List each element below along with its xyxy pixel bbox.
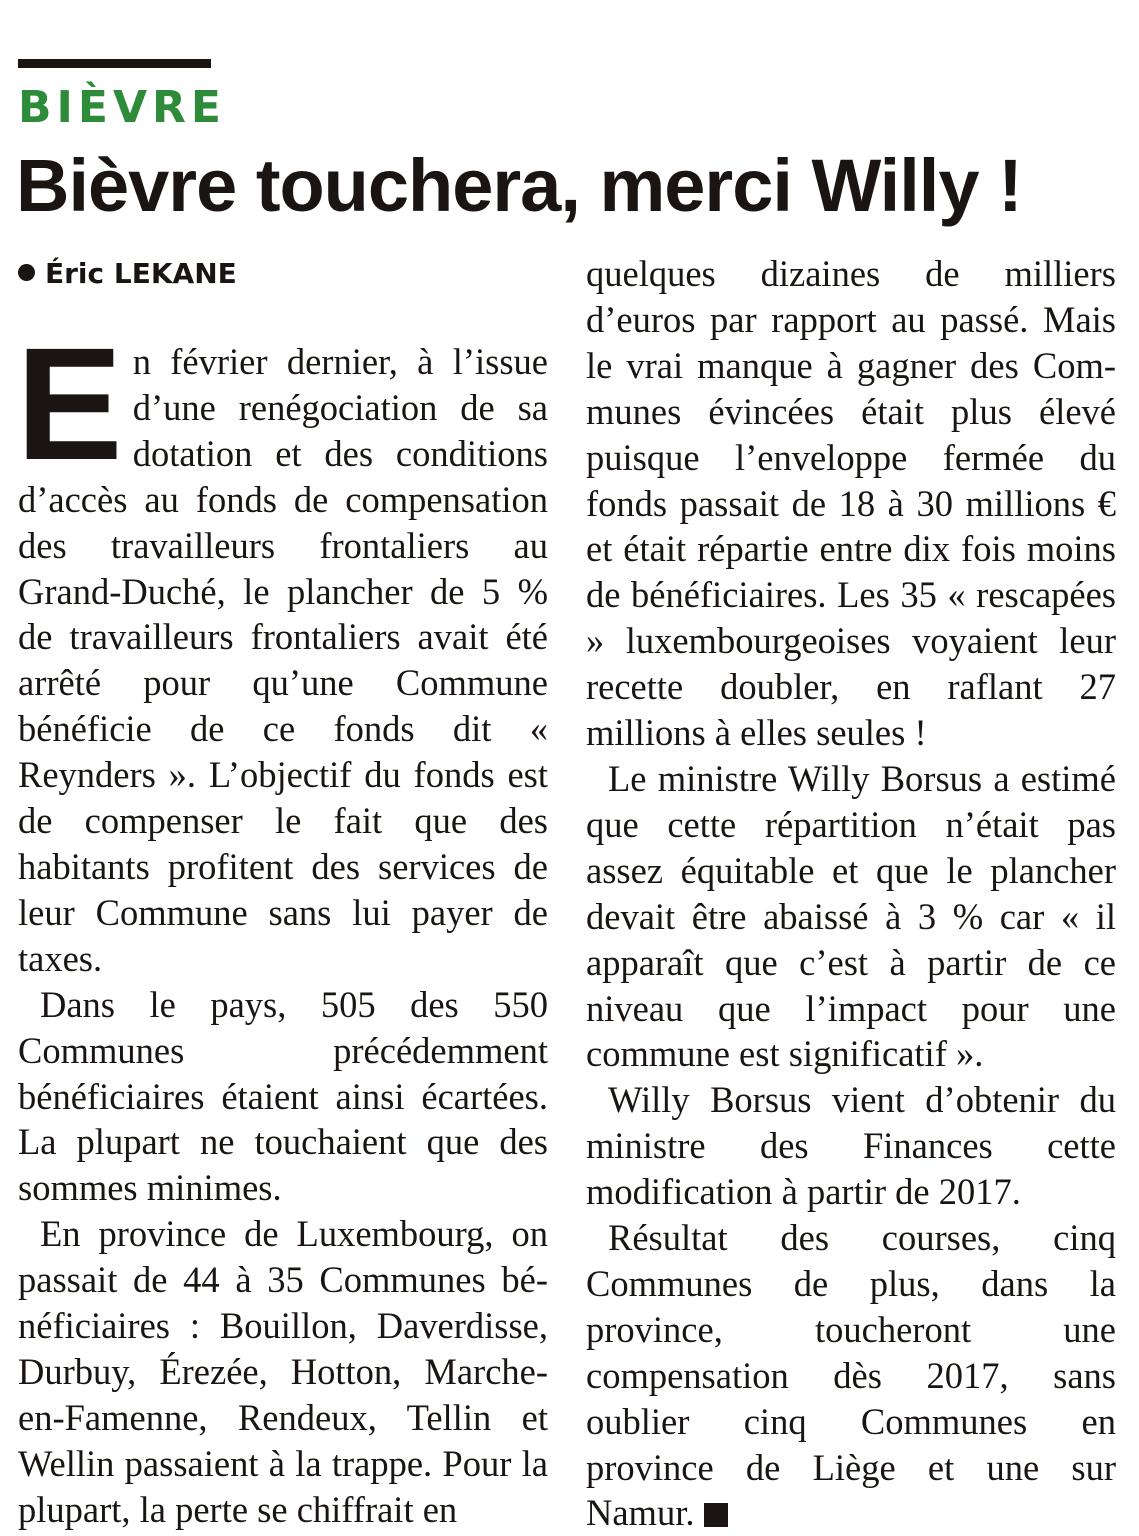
paragraph-4: Le ministre Willy Borsus a estimé que cette répartition n’était pas assez équitable et que le plancher devait être abaissé à 3 % car « il apparaît que c’est à partir de ce niveau que l’impact pour une commune est significatif ». [586, 757, 1116, 1075]
byline-bullet-icon [18, 264, 35, 281]
section-rubric: BIÈVRE [18, 82, 226, 133]
byline [18, 254, 237, 294]
paragraph-2: Dans le pays, 505 des 550 Communes précédemment bénéficiaires étaient ainsi écartées. La plupart ne touchaient que des sommes minimes. [18, 983, 548, 1209]
paragraph-6-text: Résultat des courses, cinq Communes de plus, dans la province, toucheront une compensation dès 2017, sans oublier cinq Communes en province de Liège et une sur Namur. [586, 1217, 1116, 1534]
article-column-left [16, 314, 548, 1533]
section-rule [18, 59, 211, 68]
paragraph-5: Willy Borsus vient d’obtenir du ministre des Finances cette modification à partir de 2017. [586, 1079, 1116, 1213]
end-mark-icon [704, 1503, 728, 1527]
paragraph-3-end: quelques dizaines de milliers d’euros par rapport au passé. Mais le vrai manque à gagner des Communes évincées était plus élevé puisque l’enveloppe fermée du fonds passait de 18 à 30 millions € et était répartie entre dix fois moins de bénéficiaires. Les 35 « rescapées » luxembourgeoises voyaient leur recette doubler, en raflant 27 millions à elles seules ! [586, 253, 1116, 754]
author-name: Éric LEKANE [45, 257, 237, 290]
article-column-right [586, 251, 1116, 1536]
paragraph-1 [16, 314, 548, 982]
paragraph-6 [586, 1215, 1116, 1536]
paragraph-3-start: En province de Luxembourg, on passait de 44 à 35 Communes bénéficiaires : Bouillon, Daverdisse, Durbuy, Érezée, Hotton, Marche-en-Famenne, Rendeux, Tellin et Wellin passaient à la trappe. Pour la plupart, la perte se chiffrait en [18, 1213, 548, 1530]
paragraph-1-text: n février dernier, à l’issue d’une renégociation de sa dotation et des conditions d’accès au fonds de compensation des travailleurs frontaliers au Grand-Duché, le plancher de 5 % de travailleurs frontaliers avait été arrêté pour qu’une Commune bénéficie de ce fonds dit « Reynders ». L’objectif du fonds est de compenser le fait que des habitants profitent des services de leur Commune sans lui payer de taxes. [18, 341, 548, 979]
article-headline: Bièvre touchera, merci Willy ! [16, 144, 1022, 227]
drop-cap: E [16, 314, 123, 493]
